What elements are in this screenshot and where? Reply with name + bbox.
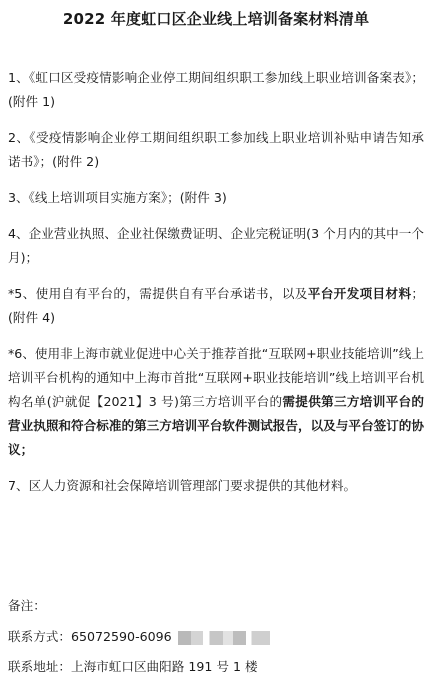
item-4-text: 4、企业营业执照、企业社保缴费证明、企业完税证明(3 个月内的其中一个月)；	[8, 226, 424, 265]
document-title: 2022 年度虹口区企业线上培训备案材料清单	[62, 10, 370, 28]
list-item-7	[8, 474, 424, 498]
item-5-text: *5、使用自有平台的，需提供自有平台承诺书，以及	[8, 286, 308, 301]
list-item-2	[8, 126, 424, 174]
item-7-text: 7、区人力资源和社会保障培训管理部门要求提供的其他材料。	[8, 478, 357, 493]
item-6-bold-text: 需提供第三方培训平台的营业执照和符合标准的第三方培训平台软件测试报告，以及与平台签订的协议；	[8, 394, 424, 457]
item-1-text: 1、《虹口区受疫情影响企业停工期间组织职工参加线上职业培训备案表》；(附件 1)	[8, 70, 424, 109]
list-item-5	[8, 282, 424, 330]
list-item-1	[8, 66, 424, 114]
redacted-blur	[178, 631, 270, 645]
remark-label: 备注：	[8, 598, 46, 613]
list-item-3	[8, 186, 424, 210]
item-6-text: *6、使用非上海市就业促进中心关于推荐首批“互联网+职业技能培训”线上培训平台机构的通知中上海市首批“互联网+职业技能培训”线上培训平台机构名单(沪就促【2021】3 号)第三方培训平台的	[8, 346, 424, 409]
contact-address-line	[8, 657, 424, 677]
address-label: 联系地址：	[8, 659, 71, 674]
list-item-4	[8, 222, 424, 270]
item-5-bold-text: 平台开发项目材料	[307, 286, 412, 301]
item-2-text: 2、《受疫情影响企业停工期间组织职工参加线上职业培训补贴申请告知承诺书》；(附件 2)	[8, 130, 424, 169]
phone-label: 联系方式：	[8, 629, 71, 644]
item-3-text: 3、《线上培训项目实施方案》；(附件 3)	[8, 190, 227, 205]
material-list	[8, 66, 424, 510]
item-5-suffix: ；(附件 4)	[8, 286, 425, 325]
phone-value: 65072590-6096	[70, 629, 172, 644]
contact-phone-line	[8, 627, 424, 647]
list-item-6	[8, 342, 424, 462]
remark-line	[8, 596, 424, 616]
address-value: 上海市虹口区曲阳路 191 号 1 楼	[70, 659, 258, 674]
